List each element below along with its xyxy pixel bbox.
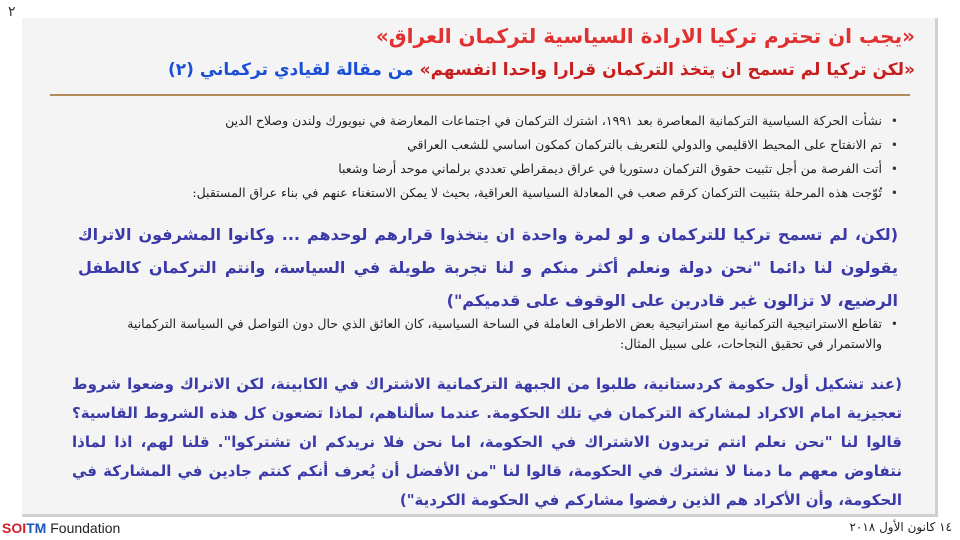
bullet-list-strategy (80, 314, 900, 360)
bullet-item (80, 112, 900, 130)
subtitle-source: من مقالة لقيادي تركماني (٢) (167, 60, 414, 80)
bullet-icon: • (890, 186, 898, 200)
quote-block-2: (عند تشكيل أول حكومة كردستانية، طلبوا من الجبهة التركمانية الاشتراك في الكابينة، لكن الاتراك وضعوا شروط تعجيزية امام الاكراد لمشاركة التركمان في تلك الحكومة. عندما سألناهم، لماذا تضعون كل هذه الشروط القاسية؟ قالوا لنا "نحن نعلم انتم تريدون الاشتراك في الحكومة، اما نحن فلا نريدكم ان تشتركوا". قلنا لهم، اذا لماذا نتفاوض معهم ما دمنا لا نشترك في الحكومة، قالوا لنا "من الأفضل أن يُعرف أنكم كنتم جادين في المشاركة في الحكومة، وأن الأكراد هم الذين رفضوا مشاركم في الحكومة الكردية") (72, 375, 902, 509)
foundation-logo: SOITM Foundation (2, 520, 121, 536)
slide-date: ١٤ كانون الأول ٢٠١٨ (849, 520, 952, 534)
slide-title: «يجب ان تحترم تركيا الارادة السياسية لتركمان العراق» (375, 24, 915, 48)
bullet-icon: • (890, 162, 898, 176)
bullet-text: نشأت الحركة السياسية التركمانية المعاصرة بعد ١٩٩١، اشترك التركمان في اجتماعات المعارضة في نيويورك ولندن وصلاح الدين (225, 113, 882, 128)
bullet-text: تُوّجت هذه المرحلة بتثبيت التركمان كرقم صعب في المعادلة السياسية العراقية، بحيث لا يمكن الاستغناء عنهم في بناء عراق المستقبل: (192, 185, 882, 200)
bullet-item (80, 136, 900, 154)
bullet-icon: • (890, 114, 898, 128)
bullet-item (80, 184, 900, 202)
bullet-icon: • (890, 138, 898, 152)
bullet-list-history (80, 112, 900, 208)
bullet-text: أتت الفرصة من أجل تثبيت حقوق التركمان دستوريا في عراق ديمقراطي تعددي برلماني موحد أرضا وشعبا (338, 161, 882, 176)
bullet-icon: • (890, 317, 898, 331)
bullet-text: تقاطع الاستراتيجية التركمانية مع استراتيجية بعض الاطراف العاملة في الساحة السياسية، كان العائق الذي حال دون التواصل في السياسة التركمانية والاستمرار في تحقيق النجاحات، على سبيل المثال: (127, 316, 882, 351)
title-separator (50, 94, 910, 96)
quote-block-1: (لكن، لم تسمح تركيا للتركمان و لو لمرة واحدة ان يتخذوا قرارهم لوحدهم ... وكانوا المشرفون الاتراك يقولون لنا دائما "نحن دولة ونعلم أكثر منكم و لنا تجربة طويلة في السياسة، وانتم التركمان كالطفل الرضيع، لا تزالون غير قادرين على الوقوف على قدميكم") (78, 225, 898, 310)
page-number: ٢ (8, 4, 16, 20)
slide-subtitle (45, 60, 915, 80)
bullet-item (80, 314, 900, 354)
subtitle-quote: «لكن تركيا لم تسمح ان يتخذ التركمان قرارا واحدا انفسهم» (419, 60, 915, 80)
bullet-item (80, 160, 900, 178)
bullet-text: تم الانفتاح على المحيط الاقليمي والدولي للتعريف بالتركمان كمكون اساسي للشعب العراقي (407, 137, 882, 152)
